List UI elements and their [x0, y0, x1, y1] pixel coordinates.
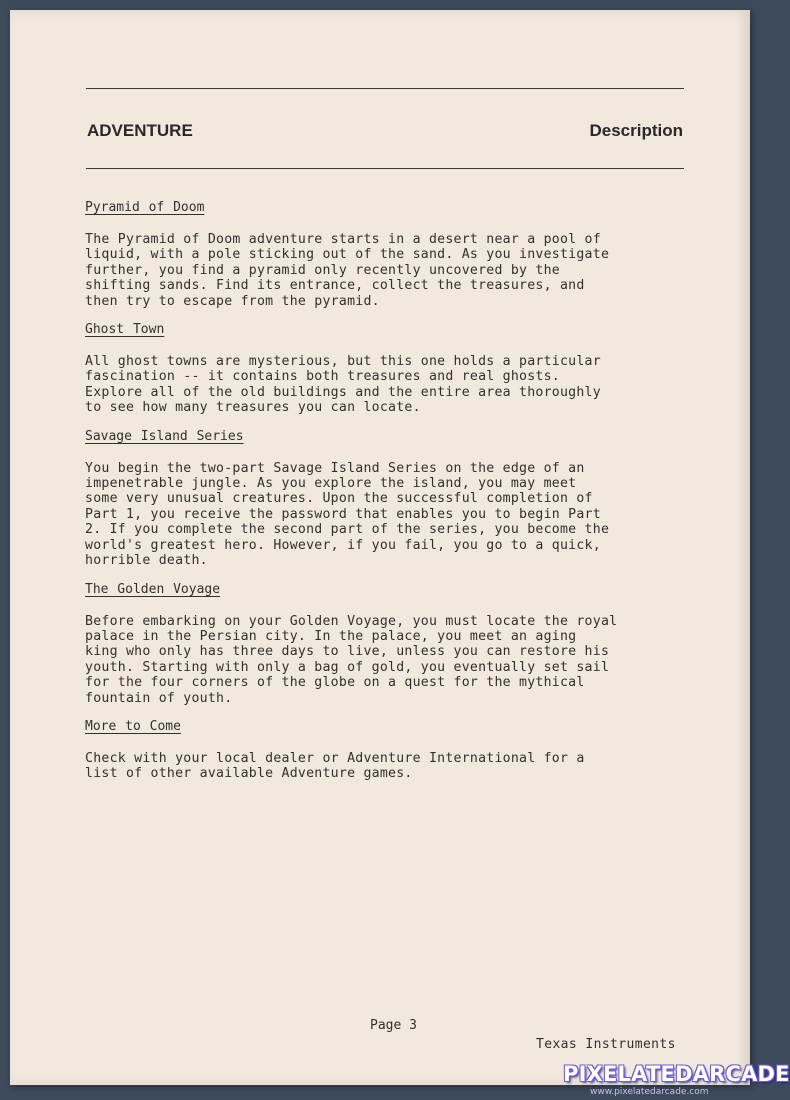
section-ghost-town: [85, 322, 705, 416]
page-content: [85, 200, 705, 795]
header-bottom-rule: [86, 168, 684, 169]
section-pyramid-of-doom: [85, 200, 705, 309]
section-savage-island-series: [85, 429, 705, 569]
header-title: ADVENTURE: [87, 121, 193, 140]
section-title: Pyramid of Doom: [85, 200, 205, 215]
header-section-label: Description: [589, 121, 683, 140]
publisher-name: Texas Instruments: [536, 1037, 676, 1052]
manual-page: [10, 10, 750, 1085]
section-title: Ghost Town: [85, 322, 165, 338]
section-body: Check with your local dealer or Adventure International for a list of other available Adventure games.: [85, 750, 585, 782]
header-top-rule: [86, 88, 684, 89]
watermark-logo: PIXELATEDARCADE: [563, 1062, 790, 1086]
section-body: The Pyramid of Doom adventure starts in a desert near a pool of liquid, with a pole sticking out of the sand. As you investigate further, you find a pyramid only recently uncovered by the shifting sands. Find its entrance, collect the treasures, and then try to escape from the pyramid.: [85, 232, 610, 309]
section-body: All ghost towns are mysterious, but this one holds a particular fascination -- it contains both treasures and real ghosts. Explore all of the old buildings and the entire area thoroughly to see how many treasures you can locate.: [85, 354, 601, 416]
page-number: Page 3: [370, 1018, 417, 1033]
section-title: More to Come: [85, 718, 181, 734]
section-title: Savage Island Series: [85, 428, 244, 444]
section-golden-voyage: [85, 582, 705, 706]
watermark-url: www.pixelatedarcade.com: [590, 1087, 709, 1097]
section-body: Before embarking on your Golden Voyage, you must locate the royal palace in the Persian city. In the palace, you meet an aging king who only has three days to live, unless you can restore his youth. Starting with only a bag of gold, you eventually set sail for the four corners of the globe on a quest for the mythical fountain of youth.: [85, 613, 618, 706]
section-title: The Golden Voyage: [85, 581, 221, 597]
section-more-to-come: [85, 719, 705, 782]
section-body: You begin the two-part Savage Island Series on the edge of an impenetrable jungle. As you explore the island, you may meet some very unusual creatures. Upon the successful completion of Part 1, you receive the password that enables you to begin Part 2. If you complete the second part of the series, you become the world's greatest hero. However, if you fail, you go to a quick, horrible death.: [85, 460, 610, 569]
